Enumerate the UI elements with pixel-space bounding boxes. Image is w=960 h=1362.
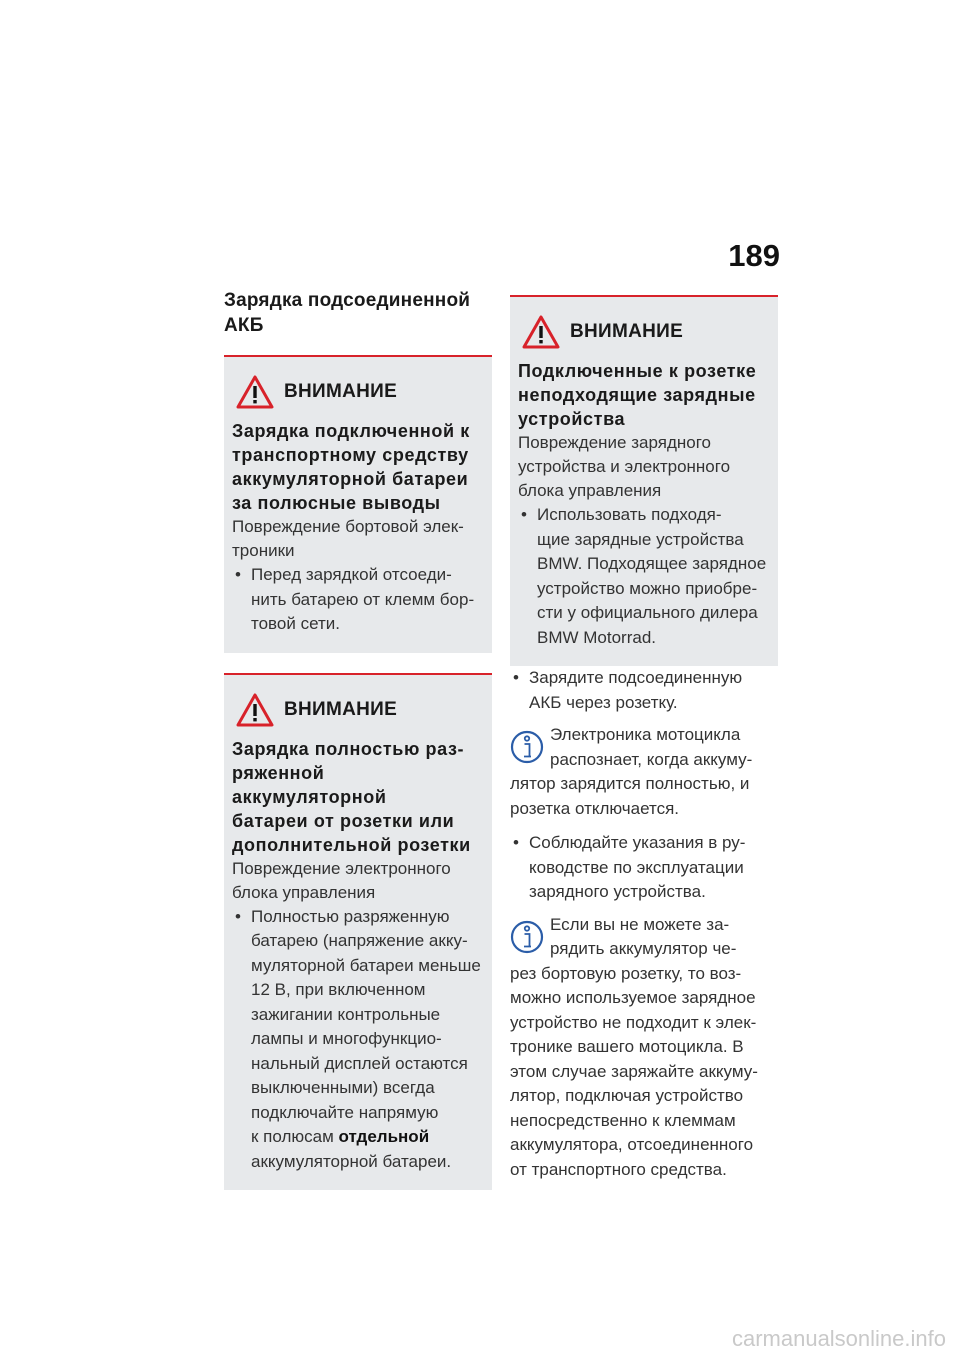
section-title <box>224 288 492 338</box>
step-bullet <box>510 666 778 715</box>
bullet-text: к полюсам <box>251 1127 339 1146</box>
info-icon <box>510 727 544 767</box>
bullet-line: товой сети. <box>251 614 340 633</box>
info-icon <box>510 917 544 957</box>
info-line: лятор зарядится полностью, и <box>510 774 750 793</box>
warning-title-line: ряженной аккумуляторной <box>232 762 387 807</box>
bullet-bold-text: отдельной <box>338 1127 430 1146</box>
bullet-line <box>251 1125 484 1150</box>
warning-bullet <box>518 503 770 650</box>
warning-title-line: аккумуляторной батареи <box>232 469 469 489</box>
info-line: от транспортного средства. <box>510 1159 727 1179</box>
warning-cause-line: блока управления <box>232 882 376 902</box>
warning-header <box>236 375 484 409</box>
warning-cause-line: Повреждение бортовой элек- <box>232 517 464 536</box>
step-list <box>510 831 778 905</box>
warning-triangle-icon <box>236 375 274 409</box>
section-title-line: Зарядка подсоединенной <box>224 290 471 311</box>
bullet-line: 12 В, при включенном <box>251 980 426 999</box>
warning-title-line: транспортному средству <box>232 445 469 465</box>
bullet-line: BMW Motorrad. <box>537 627 657 647</box>
warning-cause <box>232 515 484 563</box>
info-line: рядить аккумулятор че- <box>550 939 737 958</box>
warning-title-line: Зарядка подключенной к <box>232 421 470 441</box>
bullet-line: BMW. Подходящее зарядное <box>537 554 767 573</box>
info-line: розетка отключается. <box>510 798 680 818</box>
bullet-line: лампы и многофункцио- <box>251 1029 442 1048</box>
warning-label: ВНИМАНИЕ <box>570 321 684 342</box>
bullet-line: щие зарядные устройства <box>537 529 744 549</box>
warning-title-line: неподходящие зарядные <box>518 385 756 405</box>
warning-title <box>232 737 484 857</box>
info-line: тронике вашего мотоцикла. В <box>510 1037 744 1056</box>
warning-header <box>236 693 484 727</box>
info-line: этом случае заряжайте аккуму- <box>510 1061 758 1081</box>
bullet-line: батарею (напряжение акку- <box>251 931 468 950</box>
info-line: Электроника мотоцикла <box>550 725 741 744</box>
step-list <box>510 666 778 715</box>
warning-bullets <box>232 905 484 1175</box>
bullet-line: муляторной батареи меньше <box>251 955 481 975</box>
bullet-line: устройство можно приобре- <box>537 578 758 598</box>
section-title-line: АКБ <box>224 315 264 336</box>
warning-box <box>224 355 492 653</box>
warning-cause-line: Повреждение электронного <box>232 858 451 878</box>
warning-title <box>518 359 770 431</box>
warning-bullet <box>232 563 484 637</box>
warning-triangle-icon <box>522 315 560 349</box>
bullet-line: выключенными) всегда <box>251 1078 435 1097</box>
info-line: непосредственно к клеммам <box>510 1110 736 1130</box>
bullet-line: • Перед зарядкой отсоеди- <box>251 565 452 584</box>
bullet-line: • Соблюдайте указания в ру- <box>529 833 746 852</box>
page-number: 189 <box>728 238 780 273</box>
warning-box <box>510 295 778 666</box>
bullet-line: нить батарею от клемм бор- <box>251 589 475 609</box>
warning-triangle-icon <box>236 693 274 727</box>
bullet-line: ководстве по эксплуатации <box>529 857 744 877</box>
warning-label: ВНИМАНИЕ <box>284 698 398 720</box>
info-line: аккумулятора, отсоединенного <box>510 1135 754 1154</box>
warning-title-line: Зарядка полностью раз- <box>232 738 465 759</box>
bullet-line: нальный дисплей остаются <box>251 1053 468 1073</box>
warning-box <box>224 673 492 1191</box>
warning-cause-line: троники <box>232 541 295 560</box>
warning-bullet <box>232 905 484 1175</box>
watermark: carmanualsonline.info <box>731 1326 946 1351</box>
warning-cause-line: Повреждение зарядного <box>518 433 711 452</box>
bullet-line: сти у официального дилера <box>537 603 758 622</box>
left-column <box>224 288 492 1190</box>
bullet-line: • Использовать подходя- <box>537 505 722 524</box>
warning-bullets <box>232 563 484 637</box>
warning-cause <box>518 431 770 503</box>
info-note <box>510 913 778 1183</box>
warning-cause-line: устройства и электронного <box>518 457 731 476</box>
info-line: лятор, подключая устройство <box>510 1086 744 1105</box>
bullet-line: аккумуляторной батареи. <box>251 1151 452 1171</box>
warning-bullets <box>518 503 770 650</box>
warning-label: ВНИМАНИЕ <box>284 381 398 402</box>
warning-title-line: Подключенные к розетке <box>518 361 757 381</box>
info-line: распознает, когда аккуму- <box>550 749 753 769</box>
bullet-line: АКБ через розетку. <box>529 692 678 712</box>
info-note <box>510 723 778 821</box>
step-bullet <box>510 831 778 905</box>
info-line: рез бортовую розетку, то воз- <box>510 963 742 983</box>
warning-title-line: батареи от розетки или <box>232 810 455 831</box>
bullet-line: зажигании контрольные <box>251 1004 441 1024</box>
info-line: Если вы не можете за- <box>550 914 730 934</box>
bullet-line: • Зарядите подсоединенную <box>529 668 743 687</box>
warning-title-line: устройства <box>518 409 626 429</box>
warning-title <box>232 419 484 515</box>
warning-cause-line: блока управления <box>518 481 662 500</box>
bullet-line: подключайте напрямую <box>251 1102 439 1122</box>
warning-title-line: за полюсные выводы <box>232 493 441 513</box>
warning-title-line: дополнительной розетки <box>232 834 471 855</box>
right-column <box>510 295 778 1192</box>
bullet-line: зарядного устройства. <box>529 882 706 901</box>
info-line: устройство не подходит к элек- <box>510 1012 757 1032</box>
warning-cause <box>232 857 484 905</box>
bullet-line: • Полностью разряженную <box>251 906 450 926</box>
info-line: можно используемое зарядное <box>510 988 756 1007</box>
warning-header <box>522 315 770 349</box>
